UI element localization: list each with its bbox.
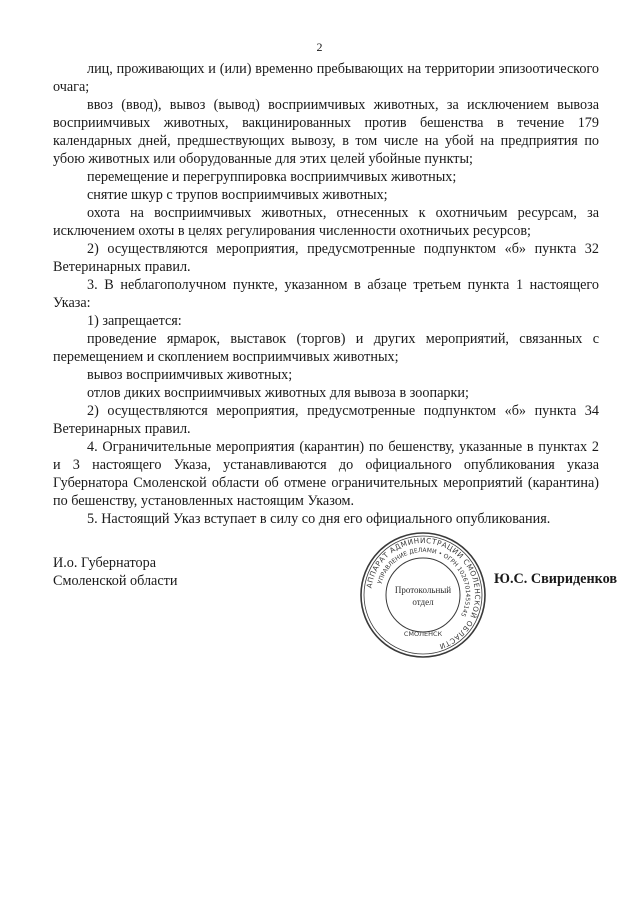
paragraph: отлов диких восприимчивых животных для вывоза в зоопарки; xyxy=(87,385,469,401)
paragraph: лиц, проживающих и (или) временно пребывающих на территории эпизоотического очага; xyxy=(53,61,599,95)
paragraph: охота на восприимчивых животных, отнесенных к охотничьим ресурсам, за исключением охоты в целях регулирования численности охотничьих ресурсов; xyxy=(53,205,599,239)
stamp-center-line1: Протокольный xyxy=(394,585,452,595)
paragraph: проведение ярмарок, выставок (торгов) и других мероприятий, связанных с перемещением и скоплением восприимчивых животных; xyxy=(53,331,599,365)
paragraph: 3. В неблагополучном пункте, указанном в абзаце третьем пункта 1 настоящего Указа: xyxy=(53,277,599,311)
official-stamp xyxy=(358,530,488,660)
paragraph: 2) осуществляются мероприятия, предусмотренные подпунктом «б» пункта 32 Ветеринарных правил. xyxy=(53,241,599,275)
signer-position: И.о. Губернатора xyxy=(53,555,156,571)
signer-name: Ю.С. Свириденков xyxy=(494,571,618,587)
signer-region: Смоленской области xyxy=(53,573,178,589)
paragraph: ввоз (ввод), вывоз (вывод) восприимчивых животных, за исключением вывоза восприимчивых животных, вакцинированных против бешенства в течение 179 календарных дней, предшествующих вывозу, в том числе на убой на предприятия по убою животных или оборудованные для этих целей убойные пункты; xyxy=(53,97,599,167)
stamp-center-line2: отдел xyxy=(412,597,434,607)
paragraph: снятие шкур с трупов восприимчивых животных; xyxy=(87,187,388,203)
stamp-outer-text: АППАРАТ АДМИНИСТРАЦИИ СМОЛЕНСКОЙ ОБЛАСТИ xyxy=(364,535,483,652)
page-number: 2 xyxy=(316,40,323,54)
paragraph: 4. Ограничительные мероприятия (карантин) по бешенству, указанные в пунктах 2 и 3 настоящего Указа, устанавливаются до официального опубликования указа Губернатора Смоленской области об отмене ограничительных мероприятий (карантина) по бешенству, установленных настоящим Указом. xyxy=(53,439,599,509)
document-body xyxy=(53,60,599,528)
paragraph: перемещение и перегруппировка восприимчивых животных; xyxy=(87,169,457,185)
paragraph: 2) осуществляются мероприятия, предусмотренные подпунктом «б» пункта 34 Ветеринарных правил. xyxy=(53,403,599,437)
paragraph: 5. Настоящий Указ вступает в силу со дня его официального опубликования. xyxy=(87,511,551,527)
paragraph: 1) запрещается: xyxy=(87,313,182,329)
paragraph: вывоз восприимчивых животных; xyxy=(87,367,293,383)
stamp-inner-text: УПРАВЛЕНИЕ ДЕЛАМИ • ОГРН 1026701455145 xyxy=(376,546,472,618)
stamp-city: СМОЛЕНСК xyxy=(403,630,443,638)
signature-block xyxy=(53,554,177,590)
